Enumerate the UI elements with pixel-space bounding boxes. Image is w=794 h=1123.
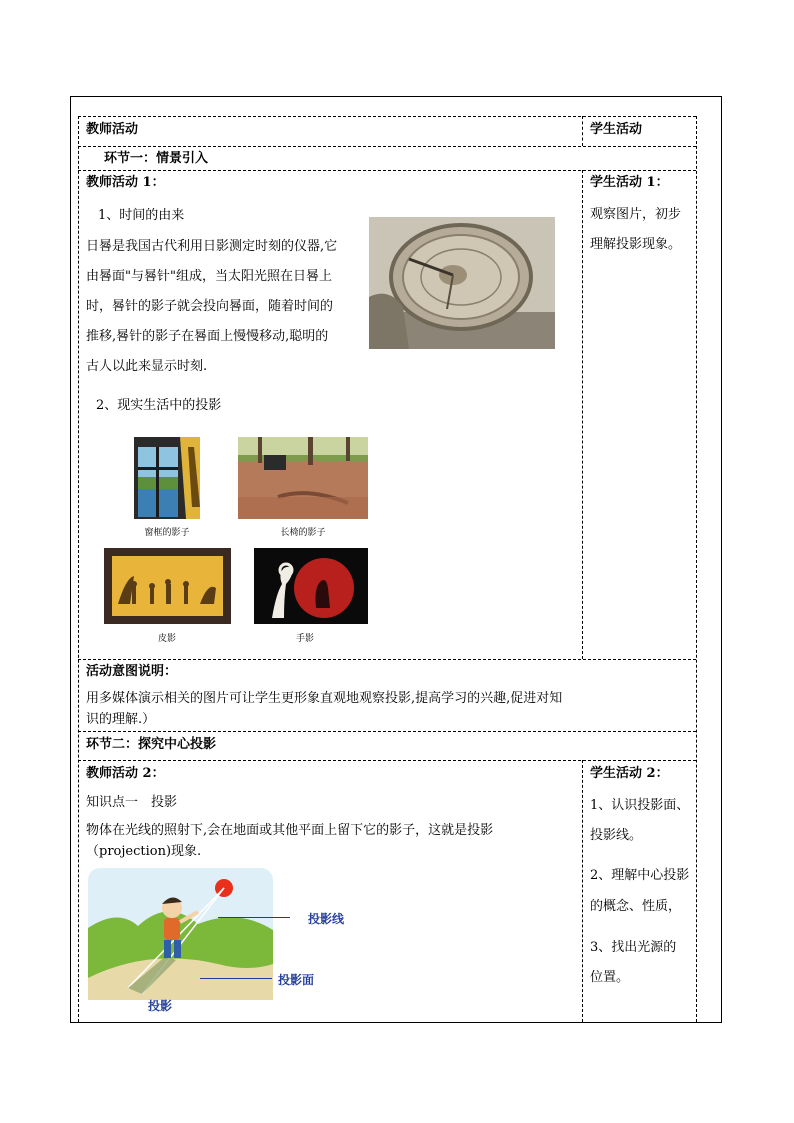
bench-shadow-image bbox=[238, 437, 368, 519]
caption-shadow-puppet: 皮影 bbox=[157, 634, 176, 644]
teacher-activity-2-heading: 教师活动 2： bbox=[86, 766, 165, 781]
student-activity-2-item: 位置。 bbox=[590, 970, 630, 985]
row-divider bbox=[78, 760, 696, 761]
row-divider bbox=[78, 659, 696, 660]
stage2-title: 环节二：探究中心投影 bbox=[86, 737, 217, 752]
intent-heading: 活动意图说明： bbox=[86, 664, 178, 679]
student-activity-1-heading: 学生活动 1： bbox=[590, 175, 669, 190]
label-projection-line: 投影线 bbox=[308, 912, 345, 926]
stage1-title: 环节一：情景引入 bbox=[104, 151, 209, 166]
student-activity-header: 学生活动 bbox=[590, 122, 643, 137]
label-projection-plane: 投影面 bbox=[278, 973, 315, 987]
student-activity-1-text: 观察图片，初步 理解投影现象。 bbox=[590, 207, 682, 252]
window-shadow-image bbox=[134, 437, 200, 519]
item1-heading: 1、时间的由来 bbox=[98, 208, 185, 223]
caption-hand-shadow: 手影 bbox=[295, 634, 314, 644]
col-divider bbox=[582, 170, 583, 659]
col-divider bbox=[582, 116, 583, 146]
student-activity-2-item: 3、找出光源的 bbox=[590, 940, 677, 955]
hand-shadow-image bbox=[254, 548, 368, 624]
row-divider bbox=[78, 146, 696, 147]
projection-plane-pointer bbox=[200, 978, 272, 979]
intent-text: 用多媒体演示相关的图片可让学生更形象直观地观察投影,提高学习的兴趣,促进对知 识的理解.） bbox=[86, 691, 563, 727]
projection-illustration bbox=[88, 868, 273, 1000]
shadow-puppet-image bbox=[104, 548, 231, 624]
sundial-description: 日晷是我国古代利用日影测定时刻的仪器,它 由晷面"与晷针"组成，当太阳光照在日晷上 时，晷针的影子就会投向晷面，随着时间的 推移,晷针的影子在晷面上慢慢移动,聪明的 古人以此来显示时刻. bbox=[86, 239, 338, 374]
col-divider bbox=[582, 760, 583, 1022]
table-left-border bbox=[78, 116, 79, 1022]
student-activity-2-heading: 学生活动 2： bbox=[590, 766, 669, 781]
student-activity-2-item: 的概念、性质， bbox=[590, 899, 682, 914]
label-projection-shadow: 投影 bbox=[148, 999, 173, 1013]
projection-definition: 物体在光线的照射下,会在地面或其他平面上留下它的影子，这就是投影 （projection)现象. bbox=[86, 823, 494, 859]
row-divider bbox=[78, 170, 696, 171]
caption-window-shadow: 窗框的影子 bbox=[144, 528, 190, 538]
teacher-activity-1-heading: 教师活动 1： bbox=[86, 175, 165, 190]
knowledge-point-1: 知识点一 投影 bbox=[86, 795, 178, 810]
row-divider bbox=[78, 731, 696, 732]
table-top-border bbox=[78, 116, 696, 117]
teacher-activity-header: 教师活动 bbox=[86, 122, 139, 137]
student-activity-2-item: 2、理解中心投影 bbox=[590, 868, 690, 883]
sundial-image bbox=[369, 217, 555, 349]
table-right-border bbox=[696, 116, 697, 1022]
student-activity-2-item: 投影线。 bbox=[590, 828, 643, 843]
projection-line-pointer bbox=[218, 917, 290, 918]
student-activity-2-item: 1、认识投影面、 bbox=[590, 798, 690, 813]
item2-heading: 2、现实生活中的投影 bbox=[96, 398, 222, 413]
caption-bench-shadow: 长椅的影子 bbox=[280, 528, 326, 538]
